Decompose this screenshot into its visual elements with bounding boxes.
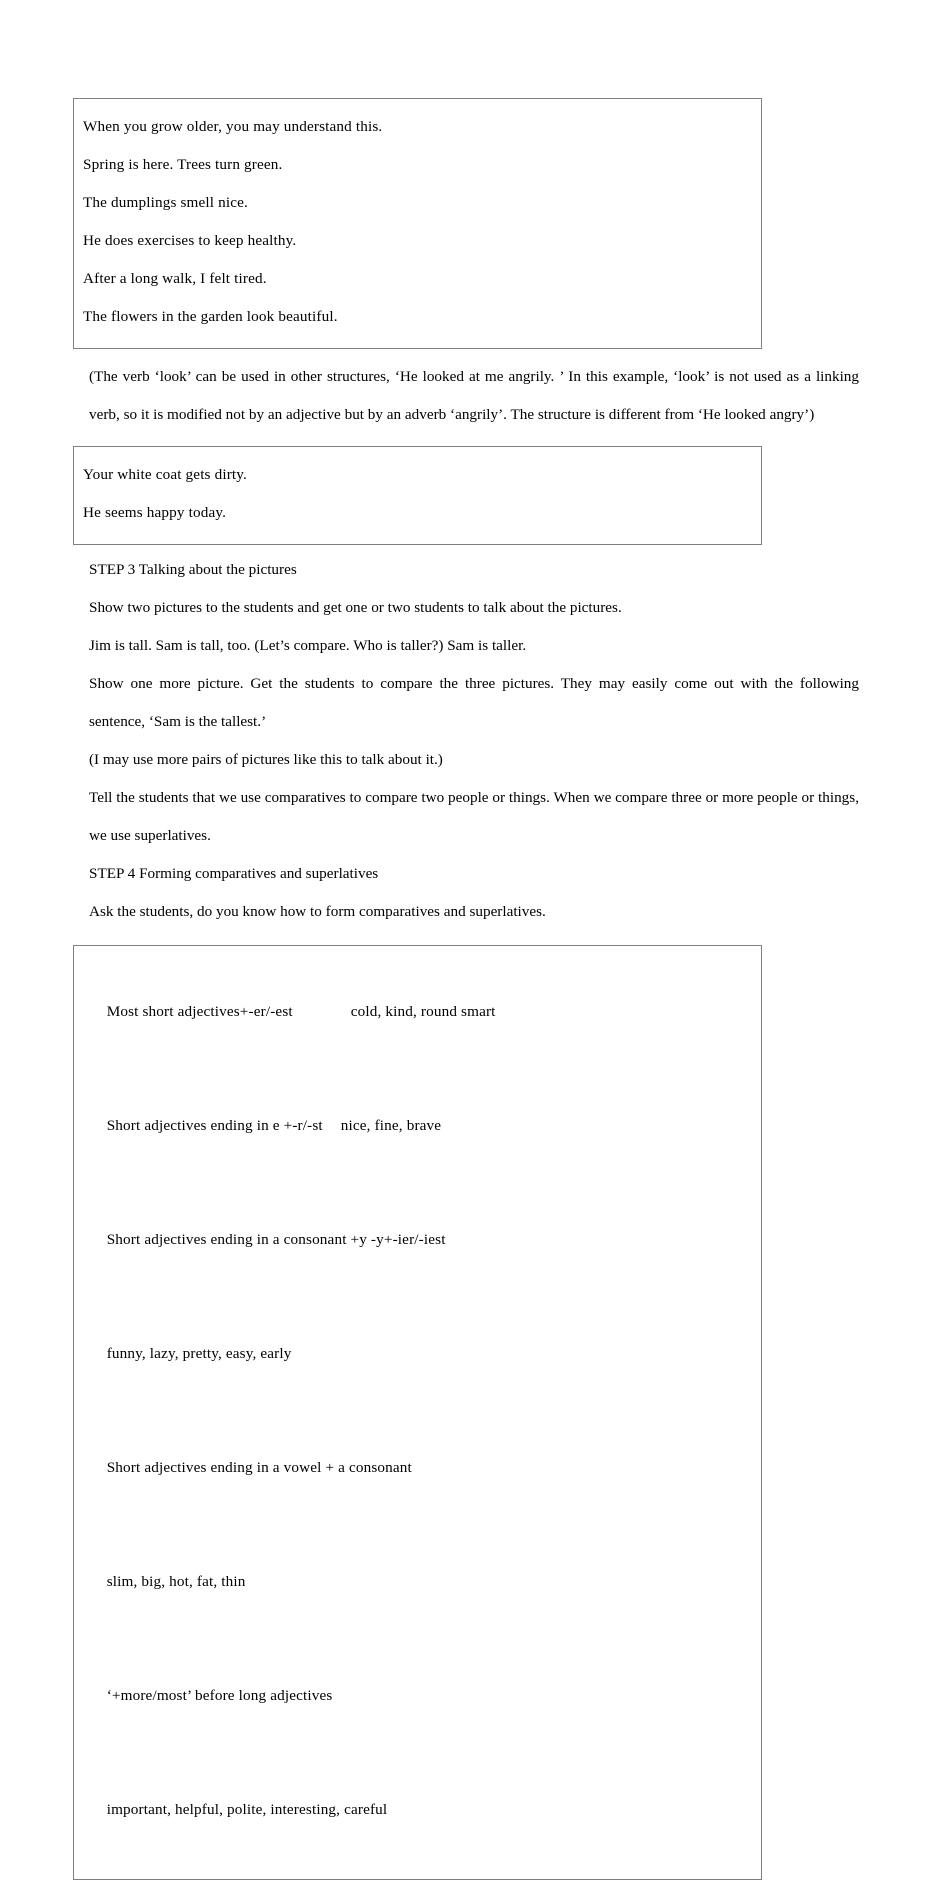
look-verb-note-block	[73, 358, 859, 434]
step4-block	[73, 855, 859, 931]
comparative-formation-rules-box	[73, 945, 762, 1880]
example-sentence: The dumplings smell nice.	[83, 194, 248, 211]
rule-text: ‘+more/most’ before long adjectives	[106, 1687, 333, 1704]
example-sentence: Spring is here. Trees turn green.	[83, 156, 283, 173]
rule-line	[83, 1297, 751, 1411]
step3-block	[73, 551, 859, 855]
look-verb-note: (The verb ‘look’ can be used in other structures, ‘He looked at me angrily. ’ In this example, ‘look’ is not used as a linking verb, so it is modified not by an adjective but by an adverb ‘angrily’. The structure is different from ‘He looked angry’)	[89, 368, 859, 423]
rule-line	[83, 1753, 751, 1867]
rule-line	[83, 1411, 751, 1525]
example-sentence: The flowers in the garden look beautiful.	[83, 308, 338, 325]
rule-examples: cold, kind, round smart	[350, 1003, 496, 1020]
example-sentence: Your white coat gets dirty.	[83, 466, 247, 483]
rule-line	[83, 955, 751, 1069]
rule-text: funny, lazy, pretty, easy, early	[106, 1345, 292, 1362]
rule-line	[83, 1069, 751, 1183]
example-sentence: He seems happy today.	[83, 504, 227, 521]
linking-verb-examples-box	[73, 98, 762, 349]
rule-line	[83, 1525, 751, 1639]
step3-paragraph: Show two pictures to the students and get one or two students to talk about the pictures.	[89, 599, 622, 616]
step3-paragraph: Tell the students that we use comparatives to compare two people or things. When we compare three or more people or things, we use superlatives.	[89, 789, 859, 844]
example-sentence: When you grow older, you may understand this.	[83, 118, 383, 135]
example-sentence: After a long walk, I felt tired.	[83, 270, 267, 287]
step3-paragraph: Jim is tall. Sam is tall, too. (Let’s compare. Who is taller?) Sam is taller.	[89, 637, 527, 654]
step3-paragraph: (I may use more pairs of pictures like this to talk about it.)	[89, 751, 443, 768]
rule-line	[83, 1183, 751, 1297]
step3-heading: STEP 3 Talking about the pictures	[89, 561, 297, 578]
rule-text: slim, big, hot, fat, thin	[106, 1573, 246, 1590]
rule-examples: nice, fine, brave	[340, 1117, 442, 1134]
step3-paragraph: Show one more picture. Get the students to compare the three pictures. They may easily come out with the following sentence, ‘Sam is the tallest.’	[89, 675, 859, 730]
rule-text: important, helpful, polite, interesting, careful	[106, 1801, 388, 1818]
example-sentence: He does exercises to keep healthy.	[83, 232, 297, 249]
rule-text: Most short adjectives+-er/-est	[106, 1003, 293, 1020]
rule-text: Short adjectives ending in a consonant +y -y+-ier/-iest	[106, 1231, 446, 1248]
step4-paragraph: Ask the students, do you know how to form comparatives and superlatives.	[89, 903, 546, 920]
step4-heading: STEP 4 Forming comparatives and superlatives	[89, 865, 379, 882]
more-linking-verb-examples-box	[73, 446, 762, 545]
rule-line	[83, 1639, 751, 1753]
rule-text: Short adjectives ending in e +-r/-st	[106, 1117, 323, 1134]
rule-text: Short adjectives ending in a vowel + a consonant	[106, 1459, 412, 1476]
